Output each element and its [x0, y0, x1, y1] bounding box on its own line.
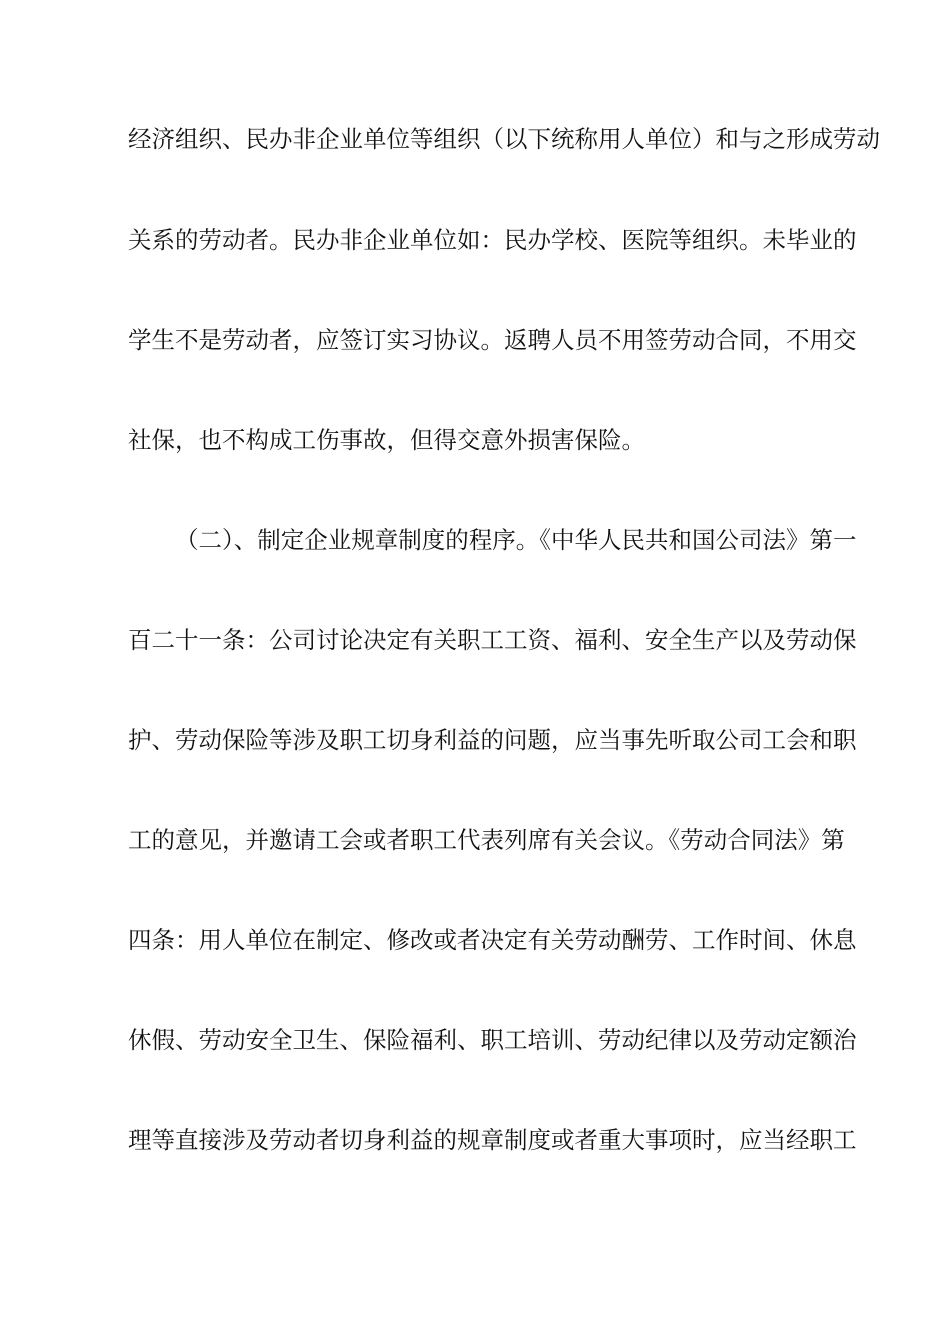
paragraph-line: （二）、制定企业规章制度的程序。《中华人民共和国公司法》第一 — [175, 526, 857, 554]
paragraph-line: 护、劳动保险等涉及职工切身利益的问题，应当事先听取公司工会和职 — [128, 726, 857, 754]
paragraph-line: 休假、劳动安全卫生、保险福利、职工培训、劳动纪律以及劳动定额治 — [128, 1026, 857, 1054]
paragraph-line: 百二十一条：公司讨论决定有关职工工资、福利、安全生产以及劳动保 — [128, 626, 857, 654]
paragraph-line: 经济组织、民办非企业单位等组织（以下统称用人单位）和与之形成劳动 — [128, 125, 880, 153]
paragraph-line: 社保，也不构成工伤事故，但得交意外损害保险。 — [128, 426, 645, 454]
paragraph-line: 工的意见，并邀请工会或者职工代表列席有关会议。《劳动合同法》第 — [128, 826, 845, 854]
paragraph-line: 理等直接涉及劳动者切身利益的规章制度或者重大事项时，应当经职工 — [128, 1126, 857, 1154]
paragraph-line: 四条：用人单位在制定、修改或者决定有关劳动酬劳、工作时间、休息 — [128, 926, 857, 954]
paragraph-line: 关系的劳动者。民办非企业单位如：民办学校、医院等组织。未毕业的 — [128, 226, 857, 254]
paragraph-line: 学生不是劳动者，应签订实习协议。返聘人员不用签劳动合同，不用交 — [128, 326, 857, 354]
